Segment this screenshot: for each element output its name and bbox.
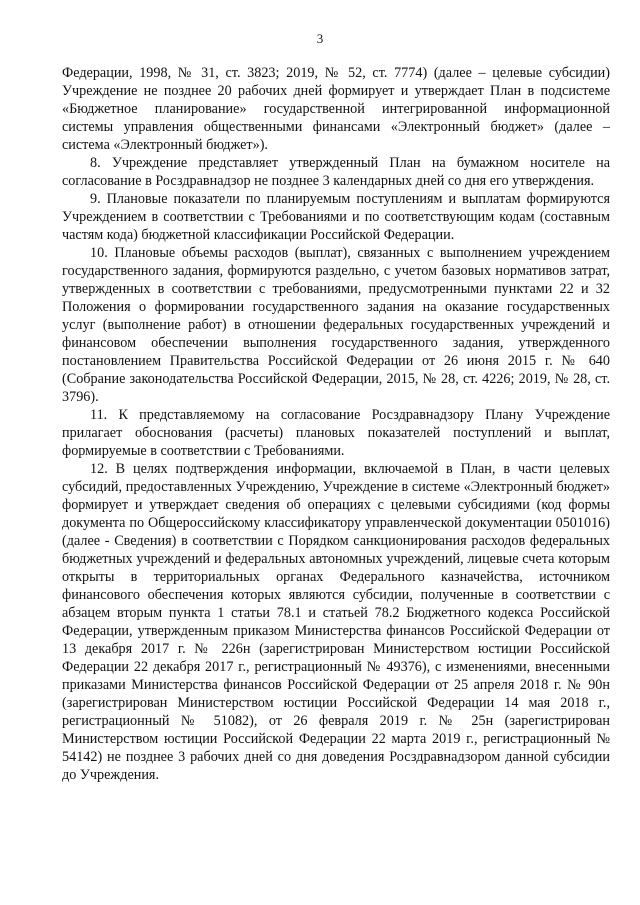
page-number: 3: [316, 31, 324, 46]
paragraph-continuation: Федерации, 1998, № 31, ст. 3823; 2019, № 52, ст. 7774) (далее – целевые субсидии) Учреждение не позднее 20 рабочих дней формирует и утверждает План в подсистеме «Бюджетное планирование» государственной интегрированной информационной системы управления общественными финансами «Электронный бюджет» (далее – система «Электронный бюджет»).: [62, 65, 610, 153]
paragraph-9: 9. Плановые показатели по планируемым поступлениям и выплатам формируются Учреждением в соответствии с Требованиями и по соответствующим кодам (составным частям кода) бюджетной классификации Российской Федерации.: [62, 191, 610, 243]
paragraph-12: 12. В целях подтверждения информации, включаемой в План, в части целевых субсидий, предоставленных Учреждению, Учреждение в системе «Электронный бюджет» формирует и утверждает сведения об операциях с целевыми субсидиями (код формы документа по Общероссийскому классификатору управленческой документации 0501016) (далее - Сведения) в соответствии с Порядком санкционирования расходов федеральных бюджетных учреждений и федеральных автономных учреждений, лицевые счета которым открыты в территориальных органах Федерального казначейства, источником финансового обеспечения которых являются субсидии, полученные в соответствии с абзацем вторым пункта 1 статьи 78.1 и статьей 78.2 Бюджетного кодекса Российской Федерации, утвержденным приказом Министерства финансов Российской Федерации от 13 декабря 2017 г. № 226н (зарегистрирован Министерством юстиции Российской Федерации 22 декабря 2017 г., регистрационный № 49376), с изменениями, внесенными приказами Министерства финансов Российской Федерации от 25 апреля 2018 г. № 90н (зарегистрирован Министерством юстиции Российской Федерации 14 мая 2018 г., регистрационный № 51082), от 26 февраля 2019 г. № 25н (зарегистрирован Министерством юстиции Российской Федерации 22 марта 2019 г., регистрационный № 54142) не позднее 3 рабочих дней со дня доведения Росздравнадзором данной субсидии до Учреждения.: [62, 461, 610, 783]
paragraph-11: 11. К представляемому на согласование Росздравнадзору Плану Учреждение прилагает обоснования (расчеты) плановых показателей поступлений и выплат, формируемые в соответствии с Требованиями.: [62, 407, 610, 459]
paragraph-8: 8. Учреждение представляет утвержденный План на бумажном носителе на согласование в Росздравнадзор не позднее 3 календарных дней со дня его утверждения.: [62, 155, 610, 189]
document-body: [62, 64, 610, 784]
paragraph-10: 10. Плановые объемы расходов (выплат), связанных с выполнением учреждением государственного задания, формируются раздельно, с учетом базовых нормативов затрат, утвержденных в соответствии с требованиями, предусмотренными пунктами 22 и 32 Положения о формировании государственного задания на оказание государственных услуг (выполнение работ) в отношении федеральных государственных учреждений и финансовом обеспечении выполнения государственного задания, утвержденного постановлением Правительства Российской Федерации от 26 июня 2015 г. № 640 (Собрание законодательства Российской Федерации, 2015, № 28, ст. 4226; 2019, № 28, ст. 3796).: [62, 245, 610, 405]
